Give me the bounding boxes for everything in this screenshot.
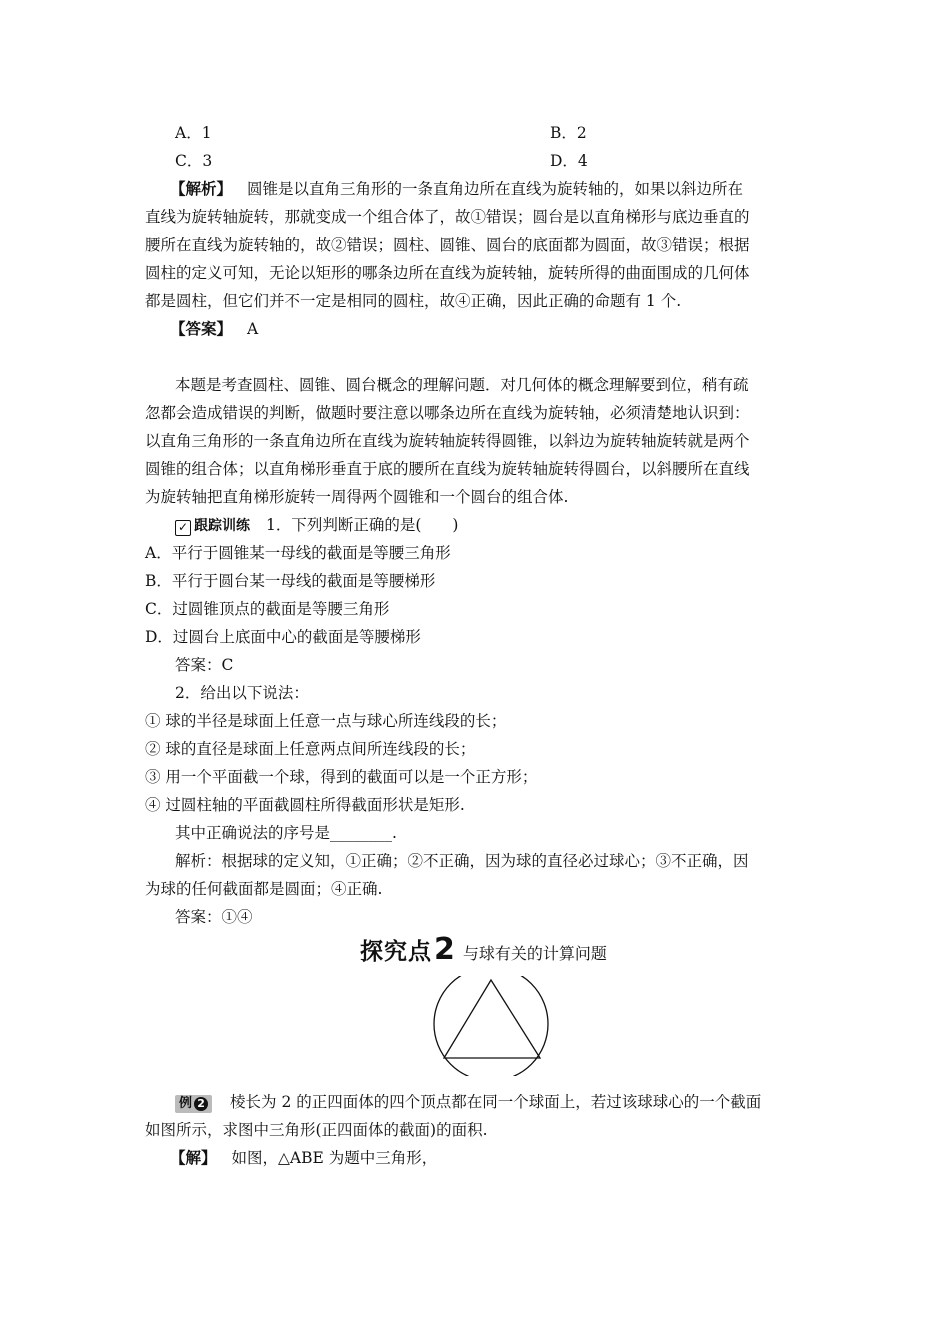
analysis-line-2: 直线为旋转轴旋转，那就变成一个组合体了，故①错误；圆台是以直角梯形与底边垂直的 — [145, 208, 750, 226]
answer-label: 【答案】 — [170, 319, 233, 338]
example-text-1: 棱长为 2 的正四面体的四个顶点都在同一个球面上，若过该球球心的一个截面 — [230, 1093, 762, 1111]
option-a: A．1 — [175, 124, 212, 142]
training-q2-statement-4: ④ 过圆柱轴的平面截圆柱所得截面形状是矩形. — [145, 796, 465, 814]
training-q2-stem: 2．给出以下说法： — [175, 684, 309, 702]
example-line-1 — [175, 1092, 761, 1113]
option-b: B．2 — [550, 124, 587, 142]
training-q2-analysis-1: 解析：根据球的定义知，①正确；②不正确，因为球的直径必过球心；③不正确，因 — [175, 852, 749, 870]
option-c: C．3 — [175, 152, 213, 170]
training-q1-stem-line — [175, 515, 458, 536]
example-badge: 例 2 — [175, 1095, 212, 1113]
analysis-line-5: 都是圆柱，但它们并不一定是相同的圆柱，故④正确，因此正确的命题有 1 个. — [145, 292, 682, 310]
solution-text: 如图，△ABE 为题中三角形， — [231, 1149, 438, 1167]
commentary-line-5: 为旋转轴把直角梯形旋转一周得两个圆锥和一个圆台的组合体. — [145, 488, 569, 506]
solution-label: 【解】 — [170, 1148, 217, 1167]
answer-line — [170, 319, 258, 339]
section-header — [360, 932, 607, 967]
checkmark-icon: ✓ — [175, 520, 191, 536]
training-q1-option-d: D．过圆台上底面中心的截面是等腰梯形 — [145, 628, 421, 646]
training-q2-statement-2: ② 球的直径是球面上任意两点间所连线段的长； — [145, 740, 476, 758]
analysis-line-1 — [170, 179, 743, 199]
commentary-line-3: 以直角三角形的一条直角边所在直线为旋转轴旋转得圆锥，以斜边为旋转轴旋转就是两个 — [145, 432, 750, 450]
commentary-line-4: 圆锥的组合体；以直角梯形垂直于底的腰所在直线为旋转轴旋转得圆台，以斜腰所在直线 — [145, 460, 750, 478]
training-q1-option-c: C．过圆锥顶点的截面是等腰三角形 — [145, 600, 390, 618]
example-number: 2 — [194, 1097, 208, 1111]
training-q2-answer: 答案：①④ — [175, 908, 253, 926]
training-q2-analysis-2: 为球的任何截面都是圆面；④正确. — [145, 880, 383, 898]
training-badge: ✓ 跟踪训练 — [175, 516, 250, 536]
training-q1-option-b: B．平行于圆台某一母线的截面是等腰梯形 — [145, 572, 436, 590]
option-d: D．4 — [550, 152, 588, 170]
analysis-text-1: 圆锥是以直角三角形的一条直角边所在直线为旋转轴的，如果以斜边所在 — [246, 180, 743, 198]
example-line-2: 如图所示，求图中三角形(正四面体的截面)的面积. — [145, 1121, 488, 1139]
answer-value: A — [246, 320, 259, 338]
section-number: 2 — [434, 932, 455, 967]
analysis-line-4: 圆柱的定义可知，无论以矩形的哪条边所在直线为旋转轴，旋转所得的曲面围成的几何体 — [145, 264, 750, 282]
commentary-line-1: 本题是考查圆柱、圆锥、圆台概念的理解问题．对几何体的概念理解要到位，稍有疏 — [175, 376, 749, 394]
section-subtitle: 与球有关的计算问题 — [462, 944, 607, 963]
solution-line — [170, 1148, 437, 1168]
training-q1-answer: 答案：C — [175, 656, 234, 674]
triangle-outline — [444, 980, 540, 1058]
training-q1-option-a: A．平行于圆锥某一母线的截面是等腰三角形 — [145, 544, 451, 562]
circle-outline — [434, 976, 548, 1076]
analysis-label: 【解析】 — [170, 179, 233, 198]
commentary-line-2: 忽都会造成错误的判断，做题时要注意以哪条边所在直线为旋转轴，必须清楚地认识到： — [145, 404, 750, 422]
training-q2-statement-3: ③ 用一个平面截一个球，得到的截面可以是一个正方形； — [145, 768, 538, 786]
training-q1-stem: 1．下列判断正确的是( ) — [266, 516, 459, 534]
analysis-line-3: 腰所在直线为旋转轴的，故②错误；圆柱、圆锥、圆台的底面都为圆面，故③错误；根据 — [145, 236, 750, 254]
training-q2-ask: 其中正确说法的序号是________. — [175, 824, 397, 842]
sphere-section-figure — [433, 976, 553, 1076]
section-title: 探究点 — [360, 939, 432, 965]
training-q2-statement-1: ① 球的半径是球面上任意一点与球心所连线段的长； — [145, 712, 507, 730]
